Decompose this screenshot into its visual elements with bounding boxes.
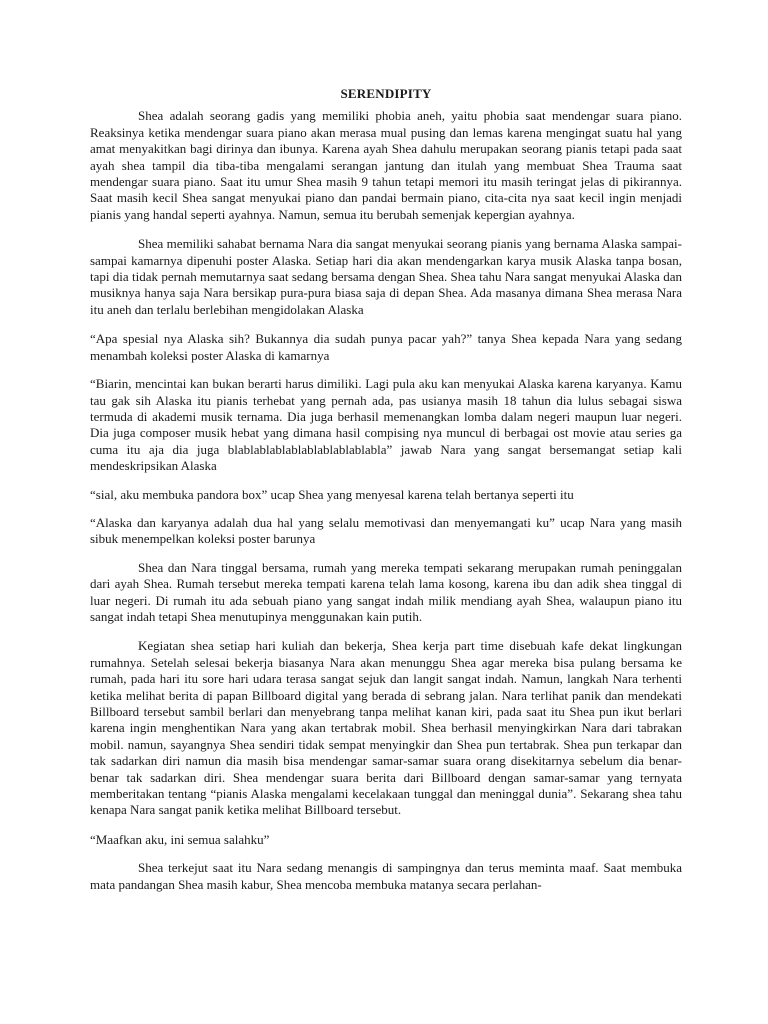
paragraph-10: Shea terkejut saat itu Nara sedang menangis di sampingnya dan terus meminta maaf. Saat membuka mata pandangan Shea masih kabur, Shea mencoba membuka matanya secara perlahan- [90,860,682,892]
paragraph-7: Shea dan Nara tinggal bersama, rumah yang mereka tempati sekarang merupakan rumah peninggalan dari ayah Shea. Rumah tersebut mereka tempati karena telah lama kosong, karena ibu dan adik shea tinggal di luar negeri. Di rumah itu ada sebuah piano yang sangat indah milik mendiang ayah Shea, walaupun piano itu sangat indah tetapi Shea menutupinya menggunakan kain putih. [90,559,682,624]
paragraph-3: “Apa spesial nya Alaska sih? Bukannya dia sudah punya pacar yah?” tanya Shea kepada Nara yang sedang menambah koleksi poster Alaska di kamarnya [90,331,682,363]
paragraph-9: “Maafkan aku, ini semua salahku” [90,831,270,847]
paragraph-2: Shea memiliki sahabat bernama Nara dia sangat menyukai seorang pianis yang bernama Alaska sampai-sampai kamarnya dipenuhi poster Alaska. Setiap hari dia akan mendengarkan karya musik Alaska tanpa bosan, tapi dia tidak pernah memutarnya saat sedang bersama dengan Shea. Shea tahu Nara sangat menyukai Alaska dan musiknya hanya saja Nara bersikap pura-pura biasa saja di depan Shea. Ada masanya dimana Shea merasa Nara itu aneh dan terlalu berlebihan mengidolakan Alaska [90,236,682,317]
paragraph-1: Shea adalah seorang gadis yang memiliki phobia aneh, yaitu phobia saat mendengar suara piano. Reaksinya ketika mendengar suara piano akan merasa mual pusing dan lemas karena mengingat suatu hal yang amat menyakitkan bagi dirinya dan ibunya. Karena ayah Shea dahulu merupakan seorang pianis tetapi pada saat ayah shea tampil dia tiba-tiba mengalami serangan jantung dan itulah yang membuat Shea Trauma saat mendengar suara piano. Saat itu umur Shea masih 9 tahun tetapi memori itu masih teringat jelas di pikirannya. Saat masih kecil Shea sangat menyukai piano dan pandai bermain piano, cita-cita nya saat kecil ingin menjadi pianis yang handal seperti ayahnya. Namun, semua itu berubah semenjak kepergian ayahnya. [90,108,682,222]
document-title: SERENDIPITY [340,86,432,101]
paragraph-6: “Alaska dan karyanya adalah dua hal yang selalu memotivasi dan menyemangati ku” ucap Nara yang masih sibuk menempelkan koleksi poster barunya [90,514,682,547]
paragraph-4: “Biarin, mencintai kan bukan berarti harus dimiliki. Lagi pula aku kan menyukai Alaska karena karyanya. Kamu tau gak sih Alaska itu pianis terhebat yang pernah ada, pas usianya masih 18 tahun dia lulus sebagai siswa termuda di akademi musik ternama. Dia juga berhasil memenangkan lomba dalam negeri maupun luar negeri. Dia juga composer musik hebat yang dimana hasil compising nya muncul di berbagai ost movie atau series ga cuma itu aja dia juga blablablablablablablablablabla” jawab Nara yang sangat bersemangat setiap kali mendeskripsikan Alaska [90,376,682,474]
paragraph-8: Kegiatan shea setiap hari kuliah dan bekerja, Shea kerja part time disebuah kafe dekat lingkungan rumahnya. Setelah selesai bekerja biasanya Nara akan menunggu Shea agar mereka bisa pulang bersama ke rumah, pada hari itu sore hari udara terasa sangat sejuk dan langit sangat indah. Namun, langkah Nara terhenti ketika melihat berita di papan Billboard digital yang berada di sebrang jalan. Nara terlihat panik dan mendekati Billboard tersebut sambil berlari dan menyebrang tanpa melihat kanan kiri, pada saat itu Shea pun ikut berlari karena ingin menghentikan Nara yang akan tertabrak mobil. Shea berhasil menyingkirkan Nara dari tabrakan mobil. namun, sayangnya Shea sendiri tidak sempat menyingkir dan Shea pun tertabrak. Shea pun terkapar dan tak sadarkan diri namun dia masih bisa mendengar samar-samar suara orang disekitarnya sebelum dia benar-benar tak sadarkan diri. Shea mendengar suara berita dari Billboard dengan samar-samar yang ternyata memberitakan tentang “pianis Alaska mengalami kecelakaan tunggal dan meninggal dunia”. Sekarang shea tahu kenapa Nara sangat panik ketika melihat Billboard tersebut. [90,638,682,818]
document-page [90,86,682,906]
paragraph-5: “sial, aku membuka pandora box” ucap Shea yang menyesal karena telah bertanya seperti itu [90,486,574,502]
